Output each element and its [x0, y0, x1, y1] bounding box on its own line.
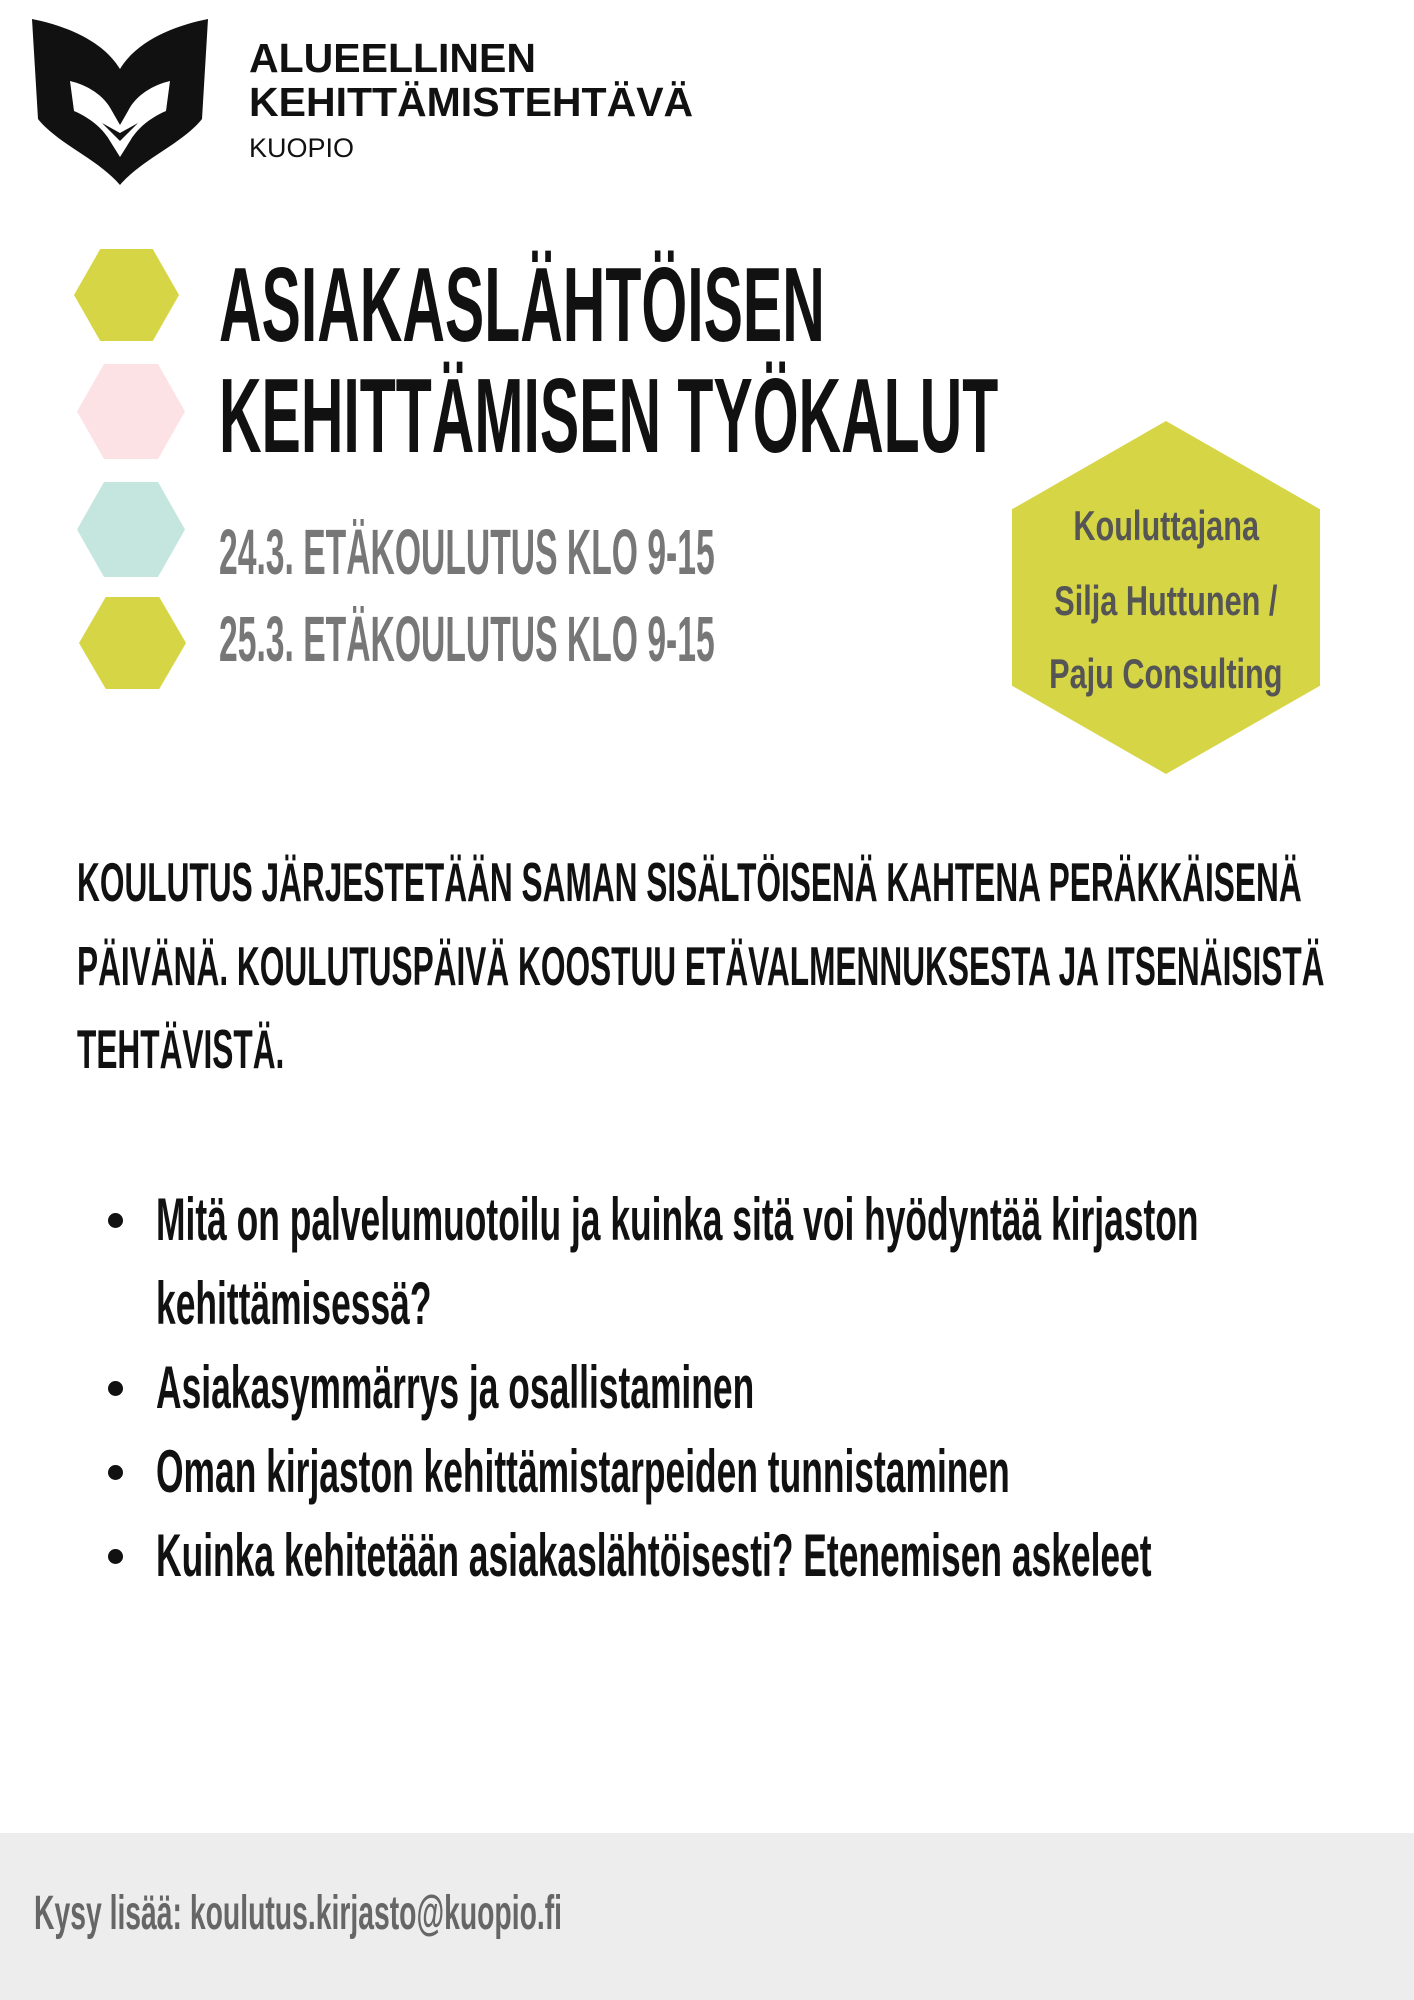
topic-text: Asiakasymmärrys ja osallistaminen [156, 1354, 755, 1421]
list-item [0, 1178, 1414, 1346]
shield-logo-icon [32, 19, 208, 185]
trainer-company [962, 650, 1370, 697]
footer-contact: Kysy lisää: koulutus.kirjasto@kuopio.fi [34, 1887, 563, 1940]
decor-hexagon-mint-icon [77, 482, 185, 577]
session-date-2: 25.3. ETÄKOULUTUS KLO 9-15 [219, 603, 715, 675]
trainer-name [962, 577, 1370, 624]
page-title-line-1: ASIAKASLÄHTÖISEN [219, 246, 825, 364]
topics-list [0, 1178, 1414, 1598]
logo-title-line-2: KEHITTÄMISTEHTÄVÄ [249, 79, 694, 125]
trainer-company-text: Paju Consulting [1049, 650, 1283, 697]
decor-hexagon-yellow-icon [79, 597, 186, 689]
list-item [0, 1430, 1414, 1514]
page-title-line-2: KEHITTÄMISEN TYÖKALUT [219, 357, 999, 475]
bullet-icon [108, 1381, 123, 1396]
list-item [0, 1346, 1414, 1430]
list-item [0, 1514, 1414, 1598]
topic-text: Kuinka kehitetään asiakaslähtöisesti? Etenemisen askeleet [156, 1522, 1152, 1589]
topic-text: Oman kirjaston kehittämistarpeiden tunnistaminen [156, 1438, 1010, 1505]
bullet-icon [108, 1549, 123, 1564]
trainer-name-text: Silja Huttunen / [1054, 577, 1278, 624]
decor-hexagon-pink-icon [77, 364, 185, 459]
trainer-label-text: Kouluttajana [1073, 502, 1259, 549]
decor-hexagon-yellow-icon [74, 249, 179, 341]
trainer-badge [1012, 421, 1320, 774]
bullet-icon [108, 1213, 123, 1228]
logo-title-line-1: ALUEELLINEN [249, 35, 536, 81]
bullet-icon [108, 1465, 123, 1480]
session-date-1: 24.3. ETÄKOULUTUS KLO 9-15 [219, 516, 715, 588]
topic-text: Mitä on palvelumuotoilu ja kuinka sitä voi hyödyntää kirjaston kehittämisessä? [156, 1186, 1199, 1337]
logo-city: KUOPIO [249, 133, 355, 163]
trainer-label [962, 502, 1370, 549]
intro-paragraph: KOULUTUS JÄRJESTETÄÄN SAMAN SISÄLTÖISENÄ KAHTENA PERÄKKÄISENÄ PÄIVÄNÄ. KOULUTUSPÄIVÄ KOOSTUU ETÄVALMENNUKSESTA JA ITSENÄISISTÄ TEHTÄVISTÄ. [77, 851, 1325, 1080]
